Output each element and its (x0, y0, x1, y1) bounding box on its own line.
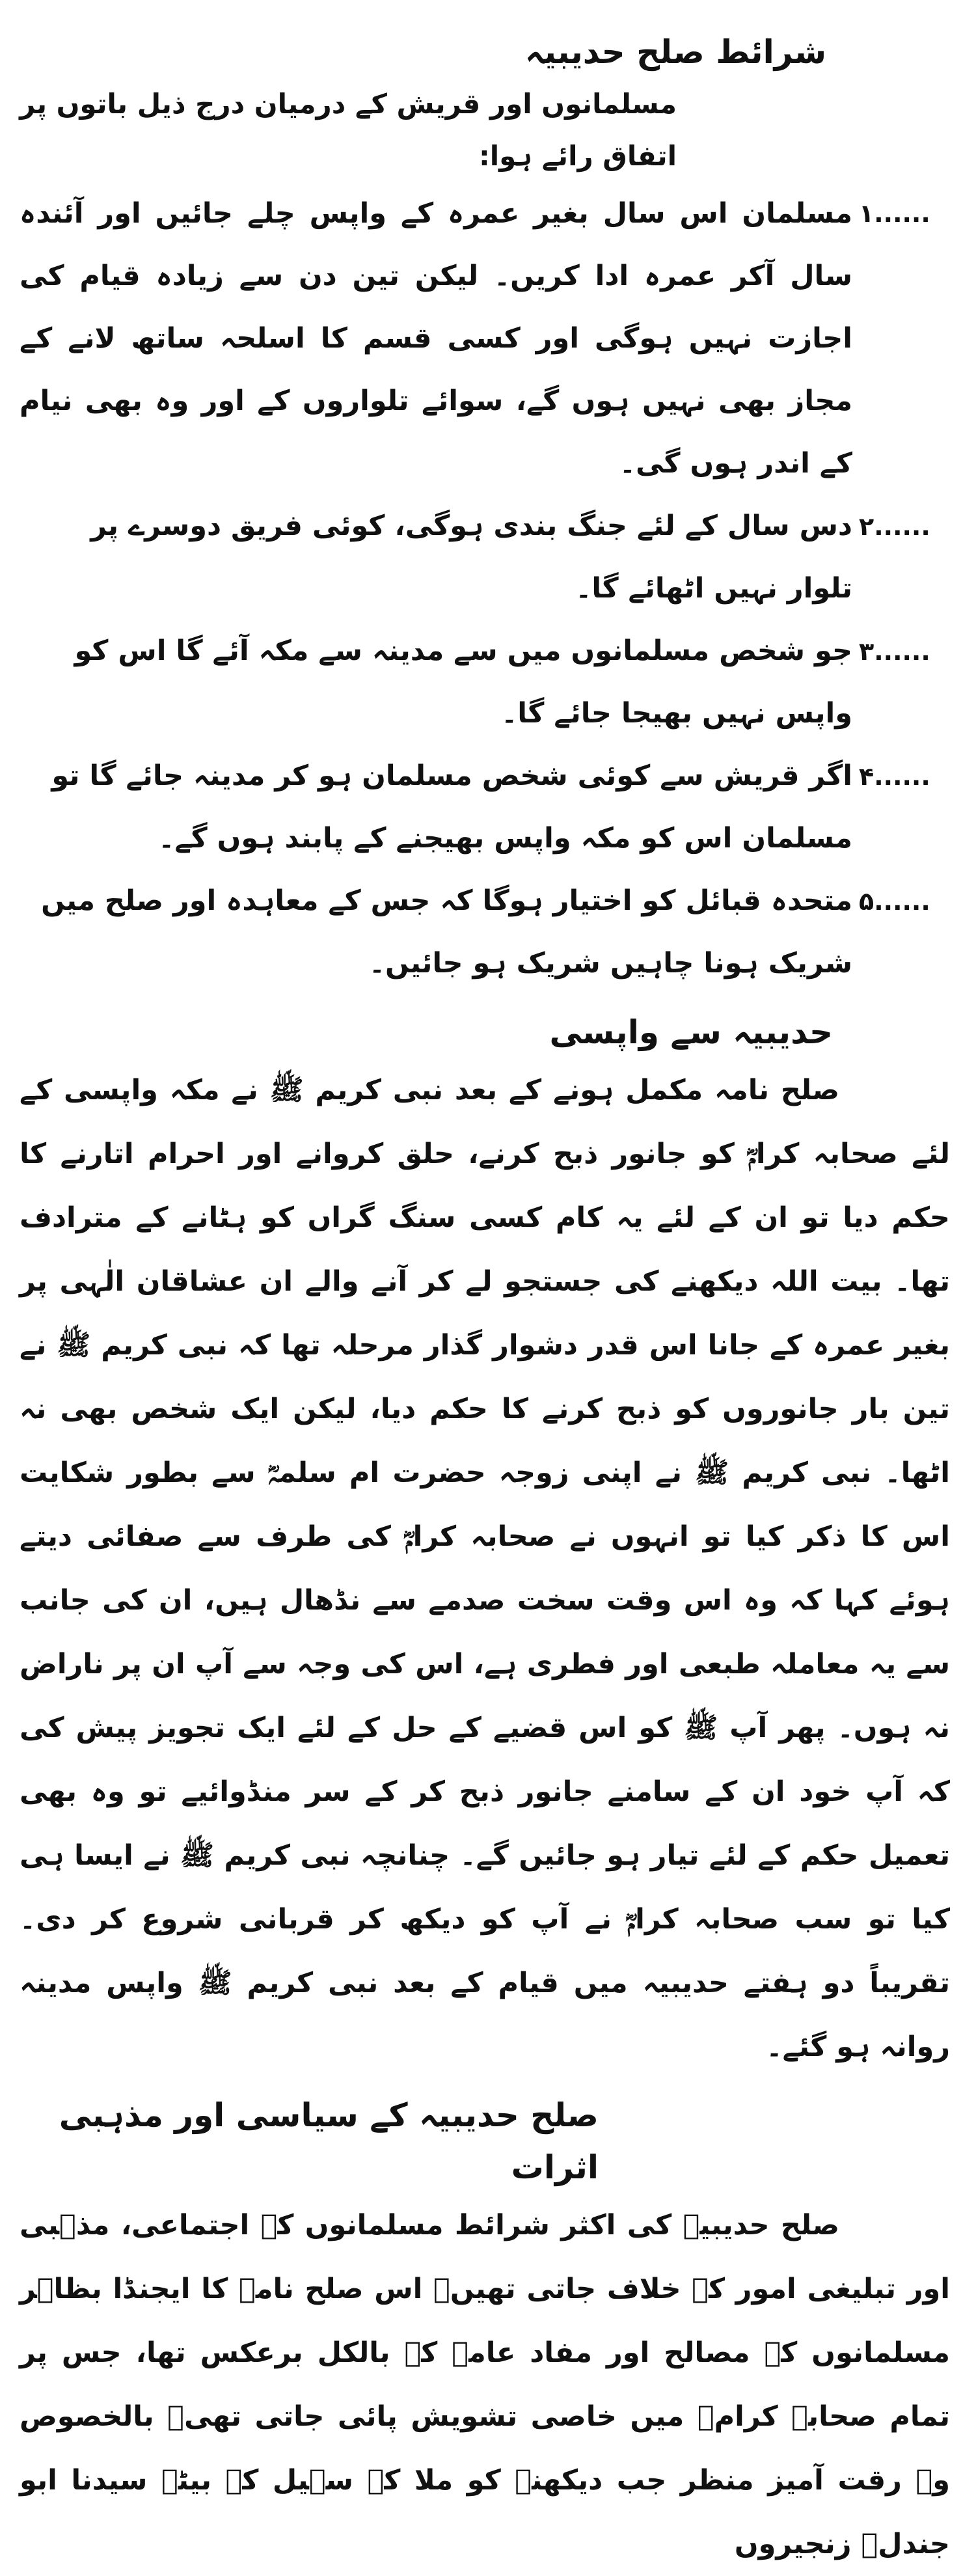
list-item (20, 495, 950, 620)
section-heading: شرائط صلح حدیبیہ (524, 33, 826, 71)
item-text: جو شخص مسلمانوں میں سے مدینہ سے مکہ آئے گا اس کو واپس نہیں بھیجا جائے گا۔ (74, 635, 852, 730)
item-number: ۳...... (859, 637, 930, 666)
document-page (20, 26, 950, 2560)
item-text: متحدہ قبائل کو اختیار ہوگا کہ جس کے معاہدہ اور صلح میں شریک ہونا چاہیں شریک ہو جائیں۔ (41, 884, 852, 980)
list-item (20, 745, 950, 870)
section-effects (20, 2089, 950, 2576)
list-item (20, 870, 950, 994)
section-terms (20, 26, 950, 994)
item-text: مسلمان اس سال بغیر عمرہ کے واپس چلے جائیں اور آئندہ سال آکر عمرہ ادا کریں۔ لیکن تین دن سے زیادہ قیام کی اجازت نہیں ہوگی اور کسی قسم کا اسلحہ ساتھ لانے کے مجاز بھی نہیں ہوں گے، سوائے تلواروں کے اور وہ بھی نیام کے اندر ہوں گی۔ (20, 197, 852, 480)
spacer (20, 994, 950, 1006)
item-number: ۴...... (859, 762, 930, 791)
item-text: دس سال کے لئے جنگ بندی ہوگی، کوئی فریق دوسرے پر تلوار نہیں اٹھائے گا۔ (90, 510, 852, 605)
section-return (20, 1006, 950, 2079)
item-number: ۲...... (859, 512, 930, 541)
list-item (20, 182, 950, 495)
intro-line: مسلمانوں اور قریش کے درمیان درج ذیل باتوں پر اتفاق رائے ہوا: (20, 88, 677, 172)
list-item (20, 620, 950, 745)
item-number: ۱...... (859, 199, 930, 228)
section-heading: حدیبیہ سے واپسی (549, 1013, 833, 1051)
body-paragraph: صلح حدیبیہ کی اکثر شرائط مسلمانوں کے اجتماعی، مذہبی اور تبلیغی امور کے خلاف جاتی تھیں۔ اس صلح نامے کا ایجنڈا بظاہر مسلمانوں کے مصالح اور مفاد عامہ کے بالکل برعکس تھا، جس پر تمام صحابہ کرامؓ میں خاصی تشویش پائی جاتی تھی۔ بالخصوص وہ رقت آمیز منظر جب دیکھنے کو ملا کہ سہیل کے بیٹے سیدنا ابو جندلؓ زنجیروں (20, 2209, 950, 2560)
body-paragraph: صلح نامہ مکمل ہونے کے بعد نبی کریم ﷺ نے مکہ واپسی کے لئے صحابہ کرامؓ کو جانور ذبح کرنے، حلق کروانے اور احرام اتارنے کا حکم دیا تو ان کے لئے یہ کام کسی سنگ گراں کو ہٹانے کے مترادف تھا۔ بیت اللہ دیکھنے کی جستجو لے کر آنے والے ان عشاقان الٰہی پر بغیر عمرہ کے جانا اس قدر دشوار گذار مرحلہ تھا کہ نبی کریم ﷺ نے تین بار جانوروں کو ذبح کرنے کا حکم دیا، لیکن ایک شخص بھی نہ اٹھا۔ نبی کریم ﷺ نے اپنی زوجہ حضرت ام سلمہؓ سے بطور شکایت اس کا ذکر کیا تو انہوں نے صحابہ کرامؓ کی طرف سے صفائی دیتے ہوئے کہا کہ وہ اس وقت سخت صدمے سے نڈھال ہیں، ان کی جانب سے یہ معاملہ طبعی اور فطری ہے، اس کی وجہ سے آپ ان پر ناراض نہ ہوں۔ پھر آپ ﷺ کو اس قضیے کے حل کے لئے ایک تجویز پیش کی کہ آپ خود ان کے سامنے جانور ذبح کر کے سر منڈوائیے تو وہ بھی تعمیل حکم کے لئے تیار ہو جائیں گے۔ چنانچہ نبی کریم ﷺ نے ایسا ہی کیا تو سب صحابہ کرامؓ نے آپ کو دیکھ کر قربانی شروع کر دی۔ تقریباً دو ہفتے حدیبیہ میں قیام کے بعد نبی کریم ﷺ واپس مدینہ روانہ ہو گئے۔ (20, 1074, 950, 2063)
item-text: اگر قریش سے کوئی شخص مسلمان ہو کر مدینہ جائے گا تو مسلمان اس کو مکہ واپس بھیجنے کے پابند ہوں گے۔ (51, 760, 852, 855)
item-number: ۵...... (859, 887, 930, 916)
section-heading: صلح حدیبیہ کے سیاسی اور مذہبی اثرات (59, 2096, 599, 2186)
